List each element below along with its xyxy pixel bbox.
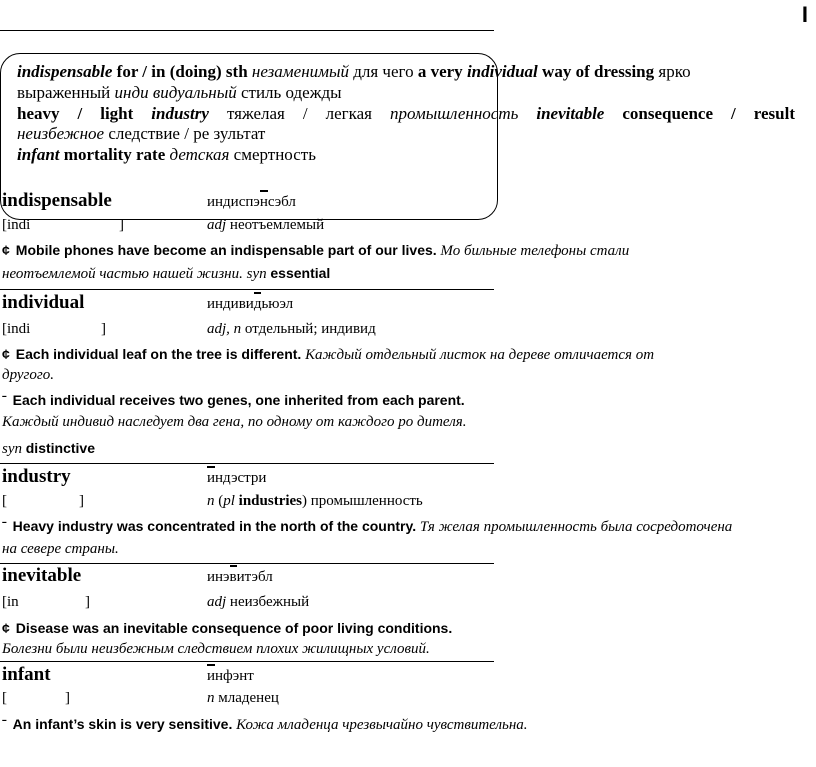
top-rule (0, 30, 494, 31)
colloc-word: для чего (353, 62, 414, 81)
transcription-part: сэбл (267, 194, 296, 210)
example-cont (2, 641, 430, 658)
transcription (207, 296, 293, 313)
plural-label: pl (223, 493, 235, 509)
translation: неотъемлемый (229, 217, 325, 233)
example-en: Each individual leaf on the tree is different. (15, 346, 302, 362)
transcription-part: итэбл (236, 569, 273, 585)
example (2, 620, 452, 638)
colloc-word: mortality rate (63, 145, 166, 165)
example-en: Disease was an inevitable consequence of poor living conditions. (15, 620, 453, 636)
ipa-close: ] (79, 493, 84, 509)
collocation-line-2 (17, 83, 795, 104)
part-of-speech-line (207, 217, 324, 234)
entry-divider (0, 661, 494, 662)
collocation-line-1 (17, 62, 795, 83)
example-ru: Каждый отдельный листок на дереве отличается от (305, 347, 655, 363)
colloc-word: выраженный (17, 82, 111, 102)
ipa: [indi (2, 321, 31, 337)
headword: industry (2, 466, 71, 487)
stress-mark: д (253, 296, 262, 312)
ipa-close: ] (85, 594, 90, 610)
example-en: Heavy industry was concentrated in the north of the country. (12, 518, 417, 534)
stress-mark: и (207, 470, 216, 486)
transcription (207, 194, 296, 211)
example-cont (2, 265, 330, 283)
stress-mark: н (259, 194, 268, 210)
example-ru: неотъемлемой частью нашей жизни. (2, 266, 243, 282)
example-en: An infant’s skin is very sensitive. (12, 716, 233, 732)
colloc-word: light (100, 103, 134, 123)
example-ru: Каждый индивид наследует два гена, по одному от каждого ро дителя. (2, 414, 467, 430)
syn-line (2, 440, 95, 458)
collocation-line-3 (17, 104, 795, 125)
ipa-close: ] (101, 321, 106, 337)
transcription (207, 470, 266, 487)
synonym: essential (270, 265, 331, 281)
stress-mark: и (207, 668, 216, 684)
colloc-word: / (302, 103, 308, 123)
transcription-part: ьюэл (261, 296, 294, 312)
ipa: [ (2, 493, 7, 509)
bullet-icon: ˉ (2, 518, 7, 534)
paren: ( (218, 493, 224, 509)
example-ru: другого. (2, 367, 55, 383)
colloc-word: тяжелая (226, 103, 285, 123)
part-of-speech: n (207, 690, 215, 706)
transcription (207, 569, 273, 586)
colloc-word: стиль одежды (240, 82, 342, 102)
part-of-speech-line (207, 690, 279, 707)
entry-divider (0, 463, 494, 464)
translation: младенец (218, 690, 279, 706)
colloc-word: / (731, 103, 736, 123)
syn-label: syn (2, 441, 22, 457)
colloc-word: детская (169, 145, 230, 165)
headword: infant (2, 664, 51, 685)
colloc-word: individual (466, 62, 538, 81)
example-ru: Кожа младенца чрезвычайно чувствительна. (236, 717, 528, 733)
part-of-speech: adj (207, 217, 227, 233)
corner-letter: I (801, 2, 808, 27)
collocation-line-4 (17, 124, 795, 145)
ipa: [in (2, 594, 19, 610)
colloc-word: ярко (658, 62, 691, 81)
colloc-word: inevitable (536, 103, 605, 123)
colloc-word: consequence (622, 103, 714, 123)
bullet-icon: ¢ (2, 242, 10, 258)
colloc-word: indispensable (17, 62, 113, 81)
colloc-word: следствие / ре зультат (108, 124, 266, 144)
headword: individual (2, 292, 85, 313)
colloc-word: смертность (233, 145, 316, 165)
transcription-part: ндэстри (215, 470, 267, 486)
example (2, 716, 528, 734)
colloc-word: неизбежное (17, 124, 105, 144)
example-ru: Мо бильные телефоны стали (440, 243, 630, 259)
colloc-word: heavy (17, 103, 60, 123)
part-of-speech: adj, n (207, 321, 242, 337)
colloc-word: незаменимый (251, 62, 349, 81)
colloc-word: a very (417, 62, 463, 81)
colloc-word: result (753, 103, 795, 123)
bullet-icon: ¢ (2, 346, 10, 362)
colloc-word: for / in (doing) sth (116, 62, 248, 81)
example (2, 518, 732, 536)
entry-divider (0, 289, 494, 290)
headword: inevitable (2, 565, 82, 586)
stress-mark: в (229, 569, 237, 585)
example-en: Each individual receives two genes, one inherited from each parent. (12, 392, 465, 408)
colloc-word: way of dressing (542, 62, 655, 81)
transcription-part: индиспэ (207, 194, 260, 210)
ipa-close: ] (65, 690, 70, 706)
entry-divider (0, 563, 494, 564)
headword: indispensable (2, 190, 112, 211)
ipa: [ (2, 690, 7, 706)
part-of-speech-line (207, 493, 423, 510)
synonym: distinctive (25, 440, 95, 456)
transcription-part: нфэнт (215, 668, 254, 684)
example-cont (2, 367, 54, 384)
example-ru: Тя желая промышленность была сосредоточена (419, 519, 733, 535)
translation: промышленность (310, 493, 423, 509)
bullet-icon: ˉ (2, 392, 7, 408)
ipa-close: ] (119, 217, 124, 233)
translation: отдельный; индивид (244, 321, 376, 337)
colloc-word: легкая (325, 103, 372, 123)
example-cont (2, 541, 119, 558)
transcription-part: индиви (207, 296, 254, 312)
colloc-word: промышленность (390, 103, 519, 123)
syn-label: syn (246, 266, 267, 282)
collocation-line-5 (17, 145, 795, 166)
example-ru: на севере страны. (2, 541, 119, 557)
transcription-part: инэ (207, 569, 230, 585)
example (2, 242, 629, 260)
bullet-icon: ˉ (2, 716, 7, 732)
example-ru: Болезни были неизбежным следствием плохих жилищных условий. (2, 641, 430, 657)
part-of-speech-line (207, 594, 309, 611)
example-cont (2, 414, 466, 431)
example (2, 392, 465, 410)
part-of-speech: adj (207, 594, 227, 610)
example (2, 346, 654, 364)
part-of-speech-line (207, 321, 376, 338)
colloc-word: infant (17, 145, 60, 165)
plural-form: industries (238, 493, 303, 509)
transcription (207, 668, 254, 685)
colloc-word: инди видуальный (114, 82, 237, 102)
ipa: [indi (2, 217, 31, 233)
translation: неизбежный (229, 594, 310, 610)
example-en: Mobile phones have become an indispensable part of our lives. (15, 242, 437, 258)
colloc-word: / (77, 103, 83, 123)
bullet-icon: ¢ (2, 620, 10, 636)
collocations-text (17, 62, 795, 166)
colloc-word: industry (151, 103, 209, 123)
part-of-speech: n (207, 493, 215, 509)
paren: ) (302, 493, 308, 509)
